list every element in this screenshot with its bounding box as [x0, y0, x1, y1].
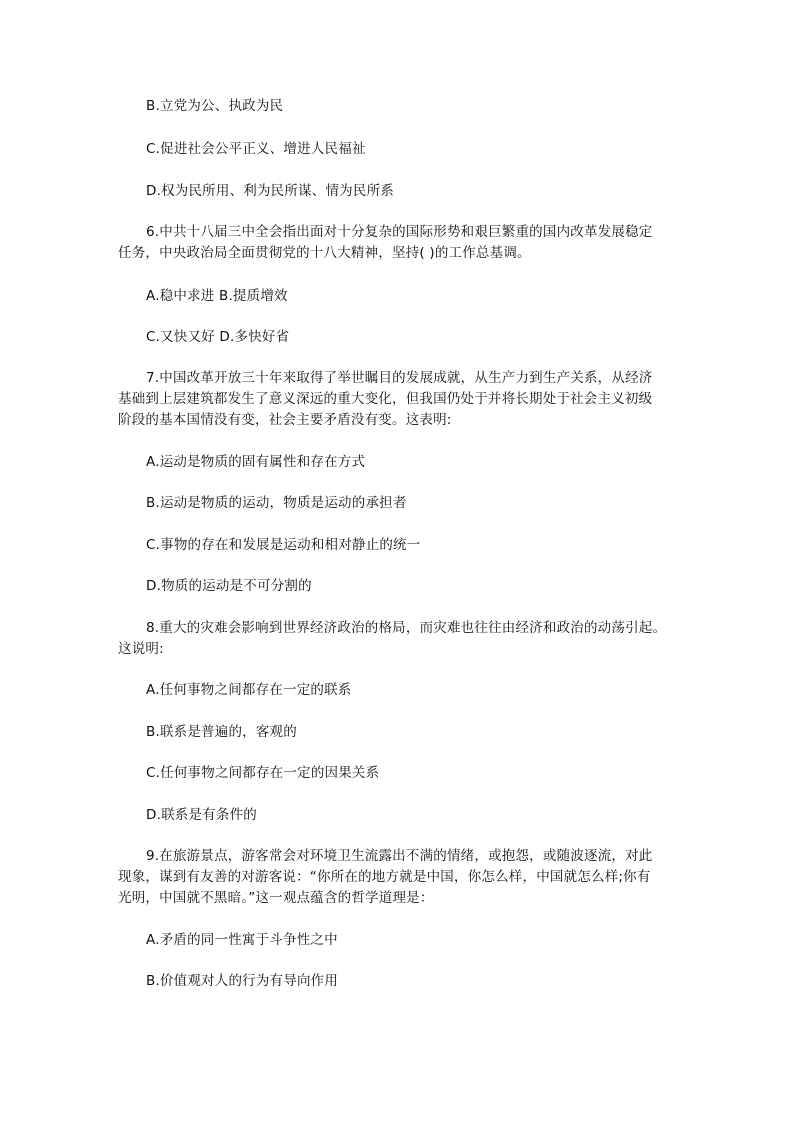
q8-option-b: B.联系是普遍的，客观的 — [146, 724, 297, 740]
q6-options-cd: C.又快又好 D.多快好省 — [146, 329, 290, 345]
q9-option-a: A.矛盾的同一性寓于斗争性之中 — [146, 932, 338, 948]
q5-option-d: D.权为民所用、利为民所谋、情为民所系 — [146, 183, 394, 199]
q8-option-d: D.联系是有条件的 — [146, 807, 257, 823]
q7-option-a: A.运动是物质的固有属性和存在方式 — [146, 454, 366, 470]
q8-option-c: C.任何事物之间都存在一定的因果关系 — [146, 765, 380, 781]
q6-stem-line-2: 任务，中央政治局全面贯彻党的十八大精神，坚持( )的工作总基调。 — [118, 245, 531, 261]
q9-stem-line-2: 现象，谋到有友善的对游客说：“你所在的地方就是中国，你怎么样，中国就怎么样;你有 — [118, 869, 651, 885]
q9-stem-line-3: 光明，中国就不黑暗。”这一观点蕴含的哲学道理是： — [118, 890, 434, 906]
q8-option-a: A.任何事物之间都存在一定的联系 — [146, 682, 352, 698]
q7-option-b: B.运动是物质的运动，物质是运动的承担者 — [146, 495, 407, 511]
q7-stem-line-1: 7.中国改革开放三十年来取得了举世瞩目的发展成就，从生产力到生产关系，从经济 — [146, 370, 653, 386]
q7-option-d: D.物质的运动是不可分割的 — [146, 578, 312, 594]
q6-options-ab: A.稳中求进 B.提质增效 — [146, 288, 288, 304]
q7-stem-line-2: 基础到上层建筑都发生了意义深远的重大变化，但我国仍处于并将长期处于社会主义初级 — [118, 391, 653, 407]
q6-stem-line-1: 6.中共十八届三中全会指出面对十分复杂的国际形势和艰巨繁重的国内改革发展稳定 — [146, 224, 653, 240]
q8-stem-line-1: 8.重大的灾难会影响到世界经济政治的格局，而灾难也往往由经济和政治的动荡引起。 — [146, 620, 667, 636]
q7-stem-line-3: 阶段的基本国情没有变，社会主要矛盾没有变。这表明: — [118, 412, 452, 428]
q9-stem-line-1: 9.在旅游景点，游客常会对环境卫生流露出不满的情绪，或抱怨，或随波逐流，对此 — [146, 848, 653, 864]
q9-option-b: B.价值观对人的行为有导向作用 — [146, 973, 339, 989]
q7-option-c: C.事物的存在和发展是运动和相对静止的统一 — [146, 537, 421, 553]
q5-option-c: C.促进社会公平正义、增进人民福祉 — [146, 141, 366, 157]
q5-option-b: B.立党为公、执政为民 — [146, 98, 284, 114]
q8-stem-line-2: 这说明: — [118, 641, 164, 657]
